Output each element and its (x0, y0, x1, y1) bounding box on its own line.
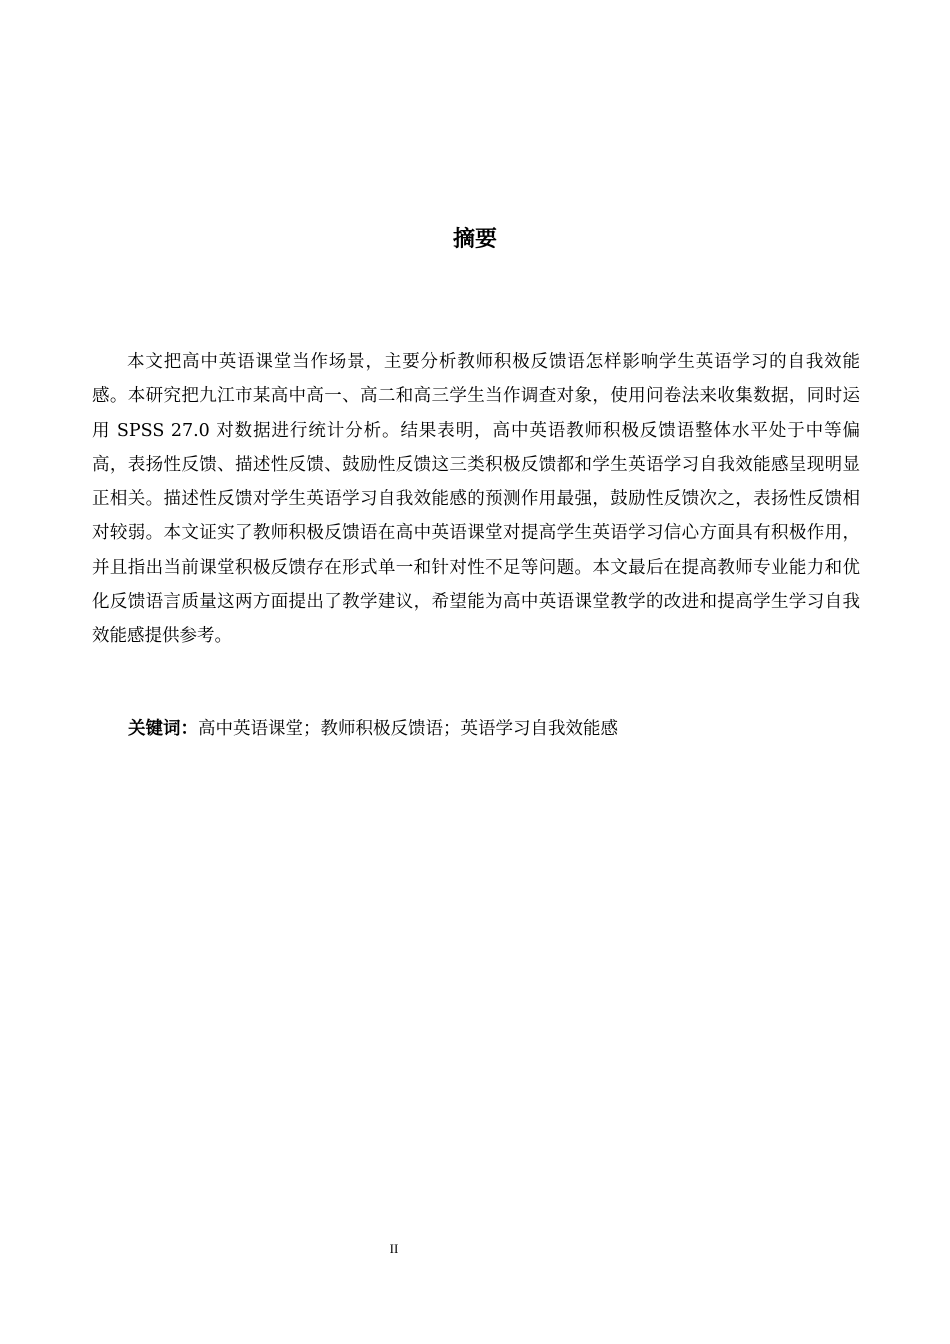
keywords-text: 高中英语课堂；教师积极反馈语；英语学习自我效能感 (198, 719, 618, 739)
keywords-label: 关键词： (128, 719, 198, 739)
abstract-body: 本文把高中英语课堂当作场景，主要分析教师积极反馈语怎样影响学生英语学习的自我效能感。本研究把九江市某高中高一、高二和高三学生当作调查对象，使用问卷法来收集数据，同时运用 SPSS 27.0 对数据进行统计分析。结果表明，高中英语教师积极反馈语整体水平处于中等偏高，表扬性反馈、描述性反馈、鼓励性反馈这三类积极反馈都和学生英语学习自我效能感呈现明显正相关。描述性反馈对学生英语学习自我效能感的预测作用最强，鼓励性反馈次之，表扬性反馈相对较弱。本文证实了教师积极反馈语在高中英语课堂对提高学生英语学习信心方面具有积极作用，并且指出当前课堂积极反馈存在形式单一和针对性不足等问题。本文最后在提高教师专业能力和优化反馈语言质量这两方面提出了教学建议，希望能为高中英语课堂教学的改进和提高学生学习自我效能感提供参考。 (92, 352, 860, 647)
page-number: II (389, 1241, 399, 1256)
keywords-line (128, 715, 860, 743)
abstract-title: 摘要 (452, 227, 497, 252)
